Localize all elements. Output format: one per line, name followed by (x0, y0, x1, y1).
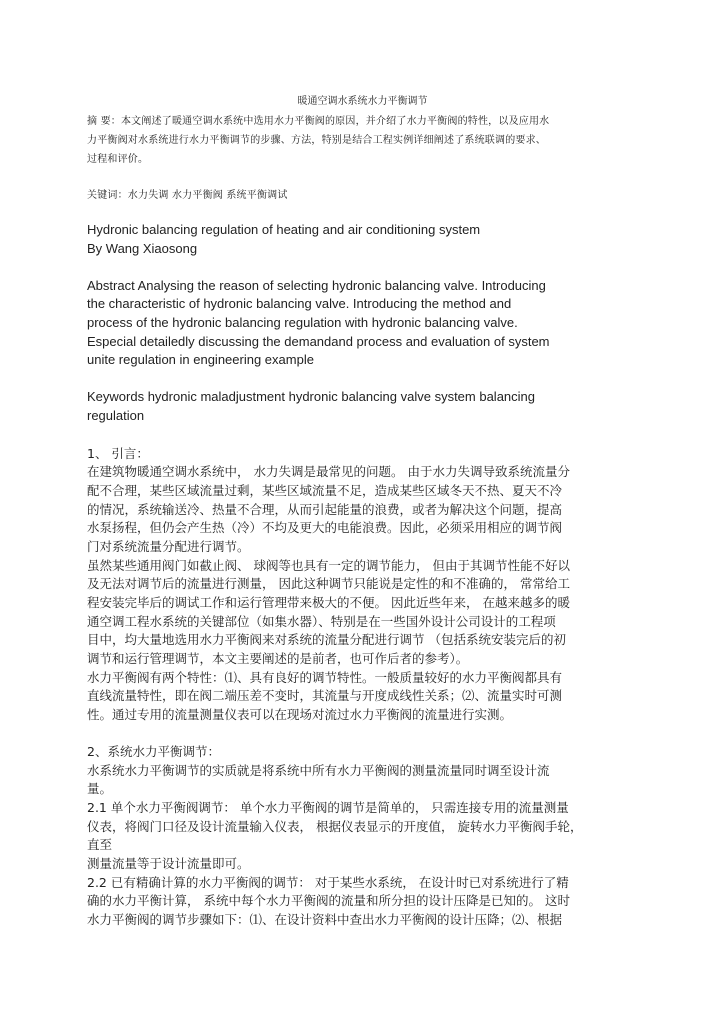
section-1-line: 的情况，系统输送冷、热量不合理，从而引起能量的浪费，或者为解决这个问题，提高 (87, 502, 563, 517)
section-2-line: 量。 (87, 781, 113, 796)
section-2-line: 水力平衡阀的调节步骤如下：⑴、在设计资料中查出水力平衡阀的设计压降；⑵、根据 (87, 912, 563, 927)
section-1-line: 配不合理，某些区域流量过剩，某些区域流量不足，造成某些区域冬天不热、夏天不冷 (87, 483, 563, 498)
abstract-en-line: unite regulation in engineering example (87, 352, 314, 367)
abstract-cn-line: 力平衡阀对水系统进行水力平衡调节的步骤、方法，特别是结合工程实例详细阐述了系统联调的要求、 (87, 135, 546, 146)
abstract-en-line: Especial detailedly discussing the demandand process and evaluation of system (87, 334, 550, 349)
section-1-line: 调节和运行管理调节，本文主要阐述的是前者，也可作后者的参考）。 (87, 651, 469, 666)
english-author: By Wang Xiaosong (87, 241, 198, 256)
section-2-line: 2.2 已有精确计算的水力平衡阀的调节： 对于某些水系统， 在设计时已对系统进行了精 (87, 875, 569, 890)
section-1-line: 程安装完毕后的调试工作和运行管理带来极大的不便。 因此近些年来， 在越来越多的暖 (87, 595, 570, 610)
abstract-en-line: Abstract Analysing the reason of selecting hydronic balancing valve. Introducing (87, 278, 546, 293)
section-1-line: 门对系统流量分配进行调节。 (87, 539, 250, 554)
section-2-line: 仪表，将阀门口径及设计流量输入仪表， 根据仪表显示的开度值， 旋转水力平衡阀手轮， (87, 819, 583, 834)
section-1-line: 性。通过专用的流量测量仪表可以在现场对流过水力平衡阀的流量进行实测。 (87, 707, 513, 722)
document-title: 暖通空调水系统水力平衡调节 (297, 96, 428, 107)
keywords-en-line: Keywords hydronic maladjustment hydronic balancing valve system balancing (87, 389, 536, 404)
abstract-en-line: process of the hydronic balancing regulation with hydronic balancing valve. (87, 315, 518, 330)
section-1-line: 及无法对调节后的流量进行测量， 因此这种调节只能说是定性的和不准确的， 常常给工 (87, 576, 570, 591)
section-2-line: 直至 (87, 837, 113, 852)
section-1-line: 水力平衡阀有两个特性：⑴、具有良好的调节特性。一般质量较好的水力平衡阀都具有 (87, 670, 563, 685)
section-2-line: 测量流量等于设计流量即可。 (87, 856, 250, 871)
section-1-line: 通空调工程水系统的关键部位（如集水器）、特别是在一些国外设计公司设计的工程项 (87, 614, 556, 629)
section-1-line: 水泵扬程，但仍会产生热（冷）不均及更大的电能浪费。因此，必须采用相应的调节阀 (87, 520, 563, 535)
section-1-line: 虽然某些通用阀门如截止阀、 球阀等也具有一定的调节能力， 但由于其调节性能不好以 (87, 558, 570, 573)
keywords-cn: 关键词：水力失调 水力平衡阀 系统平衡调试 (87, 190, 288, 201)
section-1-line: 目中，均大量地选用水力平衡阀来对系统的流量分配进行调节 （包括系统安装完后的初 (87, 632, 566, 647)
abstract-en-line: the characteristic of hydronic balancing valve. Introducing the method and (87, 296, 512, 311)
section-2-line: 水系统水力平衡调节的实质就是将系统中所有水力平衡阀的测量流量同时调至设计流 (87, 763, 550, 778)
section-2-heading: 2、系统水力平衡调节： (87, 744, 220, 759)
section-2-line: 2.1 单个水力平衡阀调节： 单个水力平衡阀的调节是简单的， 只需连接专用的流量测量 (87, 800, 569, 815)
english-title: Hydronic balancing regulation of heating and air conditioning system (87, 222, 481, 237)
section-1-line: 直线流量特性，即在阀二端压差不变时，其流量与开度成线性关系；⑵、流量实时可测 (87, 688, 563, 703)
abstract-cn-line: 摘 要：本文阐述了暖通空调水系统中选用水力平衡阀的原因，并介绍了水力平衡阀的特性，以及应用水 (87, 116, 550, 127)
section-1-line: 在建筑物暖通空调水系统中， 水力失调是最常见的问题。 由于水力失调导致系统流量分 (87, 464, 570, 479)
keywords-en-line: regulation (87, 408, 145, 423)
section-1-heading: 1、 引言： (87, 446, 149, 461)
section-2-line: 确的水力平衡计算， 系统中每个水力平衡阀的流量和所分担的设计压降是已知的。 这时 (87, 893, 570, 908)
abstract-cn-line: 过程和评价。 (87, 154, 149, 165)
